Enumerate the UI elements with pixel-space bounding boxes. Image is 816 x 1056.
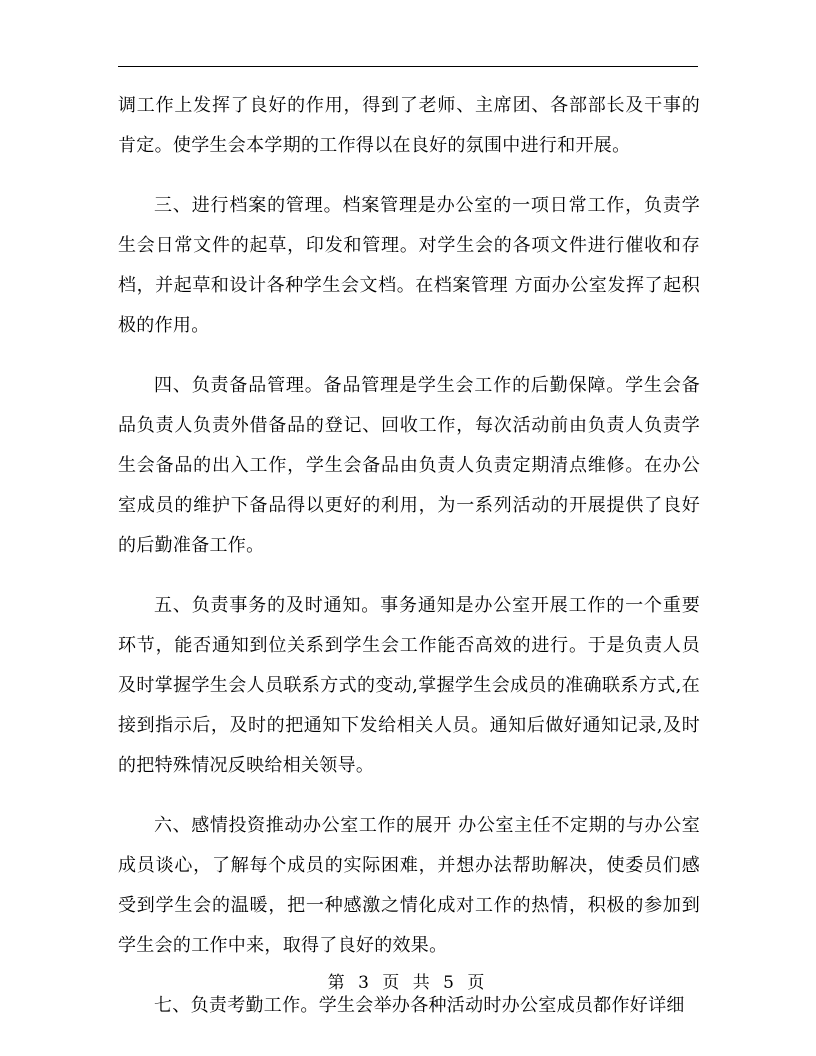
header-rule [118, 66, 698, 67]
paragraph-emotional-investment: 六、感情投资推动办公室工作的展开 办公室主任不定期的与办公室成员谈心，了解每个成员的实际困难，并想办法帮助解决，使委员们感受到学生会的温暖，把一种感激之情化成对工作的热情，积极的参加到学生会的工作中来，取得了良好的效果。 [118, 815, 700, 956]
page-number-footer: 第 3 页 共 5 页 [327, 973, 489, 993]
paragraph-notifications: 五、负责事务的及时通知。事务通知是办公室开展工作的一个重要环节，能否通知到位关系到学生会工作能否高效的进行。于是负责人员及时掌握学生会人员联系方式的变动,掌握学生会成员的准确联系方式,在接到指示后，及时的把通知下发给相关人员。通知后做好通知记录,及时的把特殊情况反映给相关领导。 [118, 595, 700, 776]
paragraph-continuation: 调工作上发挥了良好的作用，得到了老师、主席团、各部部长及干事的肯定。使学生会本学期的工作得以在良好的氛围中进行和开展。 [118, 95, 700, 156]
document-body [118, 86, 700, 1046]
paragraph-archive-management: 三、进行档案的管理。档案管理是办公室的一项日常工作，负责学生会日常文件的起草，印发和管理。对学生会的各项文件进行催收和存档，并起草和设计各种学生会文档。在档案管理 方面办公室发挥了起积极的作用。 [118, 195, 700, 336]
paragraph-attendance: 七、负责考勤工作。学生会举办各种活动时办公室成员都作好详细 [154, 995, 685, 1016]
paragraph-supplies-management: 四、负责备品管理。备品管理是学生会工作的后勤保障。学生会备品负责人负责外借备品的登记、回收工作，每次活动前由负责人负责学生会备品的出入工作，学生会备品由负责人负责定期清点维修。在办公室成员的维护下备品得以更好的利用，为一系列活动的开展提供了良好的后勤准备工作。 [118, 375, 700, 556]
